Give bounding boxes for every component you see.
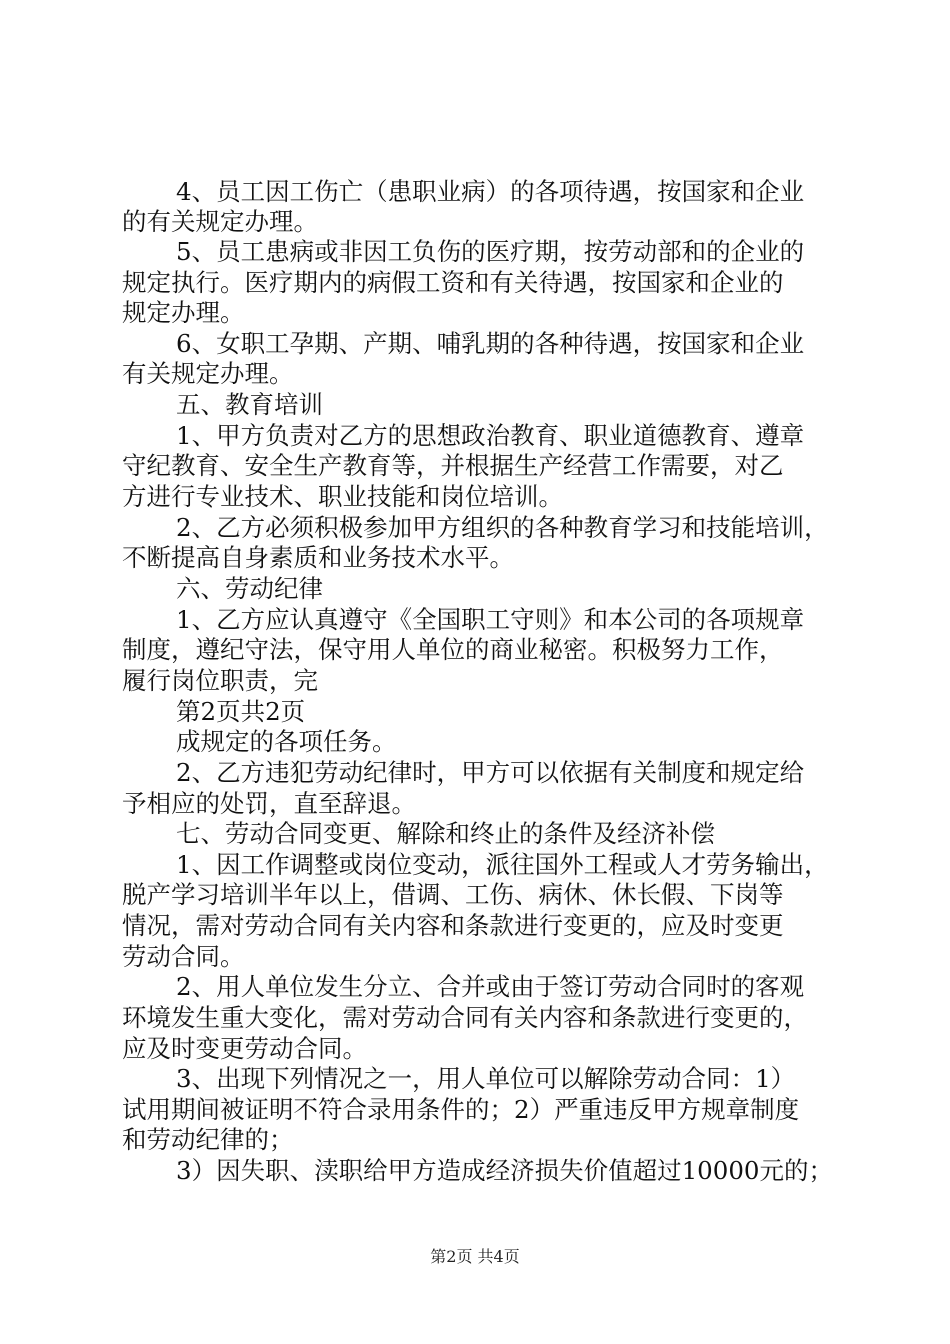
text-line: 6、女职工孕期、产期、哺乳期的各种待遇，按国家和企业 <box>176 329 805 358</box>
inline-page-marker: 第2页共2页 <box>176 697 306 726</box>
text-line: 2、乙方违犯劳动纪律时，甲方可以依据有关制度和规定给 <box>176 758 805 787</box>
text-line: 1、乙方应认真遵守《全国职工守则》和本公司的各项规章 <box>176 605 805 634</box>
section-heading: 六、劳动纪律 <box>176 574 323 603</box>
text-line: 和劳动纪律的； <box>122 1125 294 1154</box>
text-line: 1、甲方负责对乙方的思想政治教育、职业道德教育、遵章 <box>176 421 805 450</box>
text-line: 规定执行。医疗期内的病假工资和有关待遇，按国家和企业的 <box>122 268 784 297</box>
text-line: 3）因失职、渎职给甲方造成经济损失价值超过10000元的； <box>176 1156 834 1185</box>
text-line: 2、乙方必须积极参加甲方组织的各种教育学习和技能培训， <box>176 513 829 542</box>
text-line: 情况，需对劳动合同有关内容和条款进行变更的，应及时变更 <box>122 911 784 940</box>
text-line: 1、因工作调整或岗位变动，派往国外工程或人才劳务输出， <box>176 850 829 879</box>
text-line: 5、员工患病或非因工负伤的医疗期，按劳动部和的企业的 <box>176 237 805 266</box>
text-line: 劳动合同。 <box>122 942 245 971</box>
text-line: 有关规定办理。 <box>122 359 294 388</box>
text-line: 成规定的各项任务。 <box>176 727 397 756</box>
text-line: 制度，遵纪守法，保守用人单位的商业秘密。积极努力工作， <box>122 635 784 664</box>
text-line: 的有关规定办理。 <box>122 207 318 236</box>
text-line: 应及时变更劳动合同。 <box>122 1034 367 1063</box>
text-line: 4、员工因工伤亡（患职业病）的各项待遇，按国家和企业 <box>176 177 805 206</box>
section-heading: 五、教育培训 <box>176 390 323 419</box>
text-line: 规定办理。 <box>122 298 245 327</box>
text-line: 予相应的处罚，直至辞退。 <box>122 789 416 818</box>
text-line: 2、用人单位发生分立、合并或由于签订劳动合同时的客观 <box>176 972 805 1001</box>
text-line: 守纪教育、安全生产教育等，并根据生产经营工作需要，对乙 <box>122 451 784 480</box>
text-line: 不断提高自身素质和业务技术水平。 <box>122 543 514 572</box>
text-line: 环境发生重大变化，需对劳动合同有关内容和条款进行变更的， <box>122 1003 808 1032</box>
section-heading: 七、劳动合同变更、解除和终止的条件及经济补偿 <box>176 819 715 848</box>
text-line: 脱产学习培训半年以上，借调、工伤、病休、休长假、下岗等 <box>122 880 784 909</box>
text-line: 试用期间被证明不符合录用条件的；2）严重违反甲方规章制度 <box>122 1095 800 1124</box>
text-line: 履行岗位职责，完 <box>122 666 318 695</box>
text-line: 3、出现下列情况之一，用人单位可以解除劳动合同：1） <box>176 1064 796 1093</box>
text-line: 方进行专业技术、职业技能和岗位培训。 <box>122 482 563 511</box>
page-footer: 第2页 共4页 <box>430 1247 520 1266</box>
